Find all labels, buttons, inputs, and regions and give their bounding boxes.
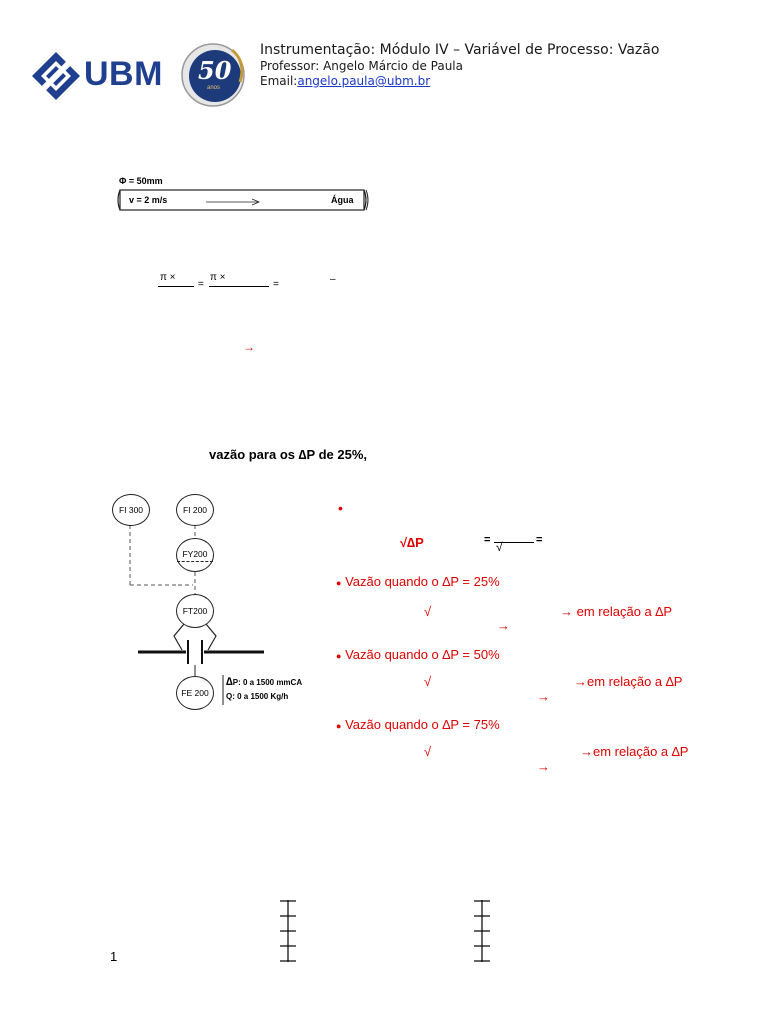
flow-item-75 — [336, 717, 500, 732]
formula-dash: – — [330, 274, 336, 285]
eq-right-sign: = — [536, 534, 543, 546]
flow-formula — [158, 272, 358, 296]
formula-equals-1: = — [198, 279, 204, 290]
page-number: 1 — [110, 949, 118, 964]
pipe-diameter-label: Φ = 50mm — [119, 176, 163, 186]
item-relation: →em relação a ∆P — [574, 674, 683, 689]
pipe-diagram — [116, 176, 372, 212]
formula-pi-2: π × — [210, 272, 226, 283]
anniversary-seal — [180, 42, 246, 108]
instrument-diagram — [108, 490, 308, 720]
flow-item-50 — [336, 647, 500, 662]
ubm-logo — [30, 50, 172, 102]
header-title: Instrumentação: Módulo IV – Variável de Processo: Vazão — [260, 42, 660, 58]
eq-left-sign: = — [484, 534, 491, 546]
item-title: Vazão quando o ∆P = 50% — [345, 647, 500, 662]
fi200-indicator: FI 200 — [176, 494, 214, 526]
fe200-element: FE 200 — [176, 676, 214, 710]
header-professor: Professor: Angelo Márcio de Paula — [260, 59, 463, 73]
item-bullet-icon: ● — [336, 651, 342, 661]
fraction-line-2 — [209, 286, 269, 287]
seal-number: 50 — [198, 56, 232, 85]
fy200-label: FY200 — [182, 548, 208, 559]
seal-subtext: anos — [207, 85, 221, 91]
item-title: Vazão quando o ∆P = 25% — [345, 574, 500, 589]
fy200-relay — [176, 538, 214, 572]
dp-range-text: P: 0 a 1500 mmCA — [232, 678, 303, 687]
fy200-divider — [177, 561, 213, 562]
item-arrow-icon: → — [497, 618, 510, 633]
arrow-icon: → — [243, 340, 255, 354]
scale-mark-right — [472, 898, 492, 964]
dp-symbol: ∆ — [226, 676, 233, 688]
fraction-line-1 — [158, 286, 194, 287]
pipe-velocity-label: v = 2 m/s — [129, 195, 168, 205]
ubm-diamond-icon — [30, 50, 82, 102]
item-sqrt: √ — [424, 604, 432, 619]
item-title: Vazão quando o ∆P = 75% — [345, 717, 500, 732]
sqrt-dp-label: √∆P — [400, 535, 424, 550]
formula-equals-2: = — [273, 279, 279, 290]
item-arrow-icon: → — [537, 759, 550, 774]
pipe-fluid-label: Água — [331, 195, 354, 205]
eq-sqrt-symbol: √ — [496, 540, 503, 554]
q-range-label: Q: 0 a 1500 Kg/h — [226, 692, 289, 701]
sqrt-equation — [484, 534, 554, 556]
dp-range-label — [226, 676, 302, 688]
bullet-icon: • — [338, 500, 343, 516]
item-bullet-icon: ● — [336, 578, 342, 588]
item-relation: → em relação a ∆P — [560, 604, 672, 619]
header-email — [260, 74, 430, 88]
item-sqrt: √ — [424, 674, 432, 689]
fi300-indicator: FI 300 — [112, 494, 150, 526]
item-sqrt: √ — [424, 744, 432, 759]
item-arrow-icon: → — [537, 689, 550, 704]
scale-mark-left — [278, 898, 298, 964]
ubm-logo-text: UBM — [84, 55, 163, 93]
email-label: Email: — [260, 74, 298, 88]
flow-item-25 — [336, 574, 500, 589]
email-link[interactable]: angelo.paula@ubm.br — [297, 74, 431, 88]
item-relation: →em relação a ∆P — [580, 744, 689, 759]
formula-pi-1: π × — [160, 272, 176, 283]
item-bullet-icon: ● — [336, 721, 342, 731]
question-text: vazão para os ∆P de 25%, — [209, 447, 368, 462]
ft200-transmitter: FT200 — [176, 594, 214, 628]
